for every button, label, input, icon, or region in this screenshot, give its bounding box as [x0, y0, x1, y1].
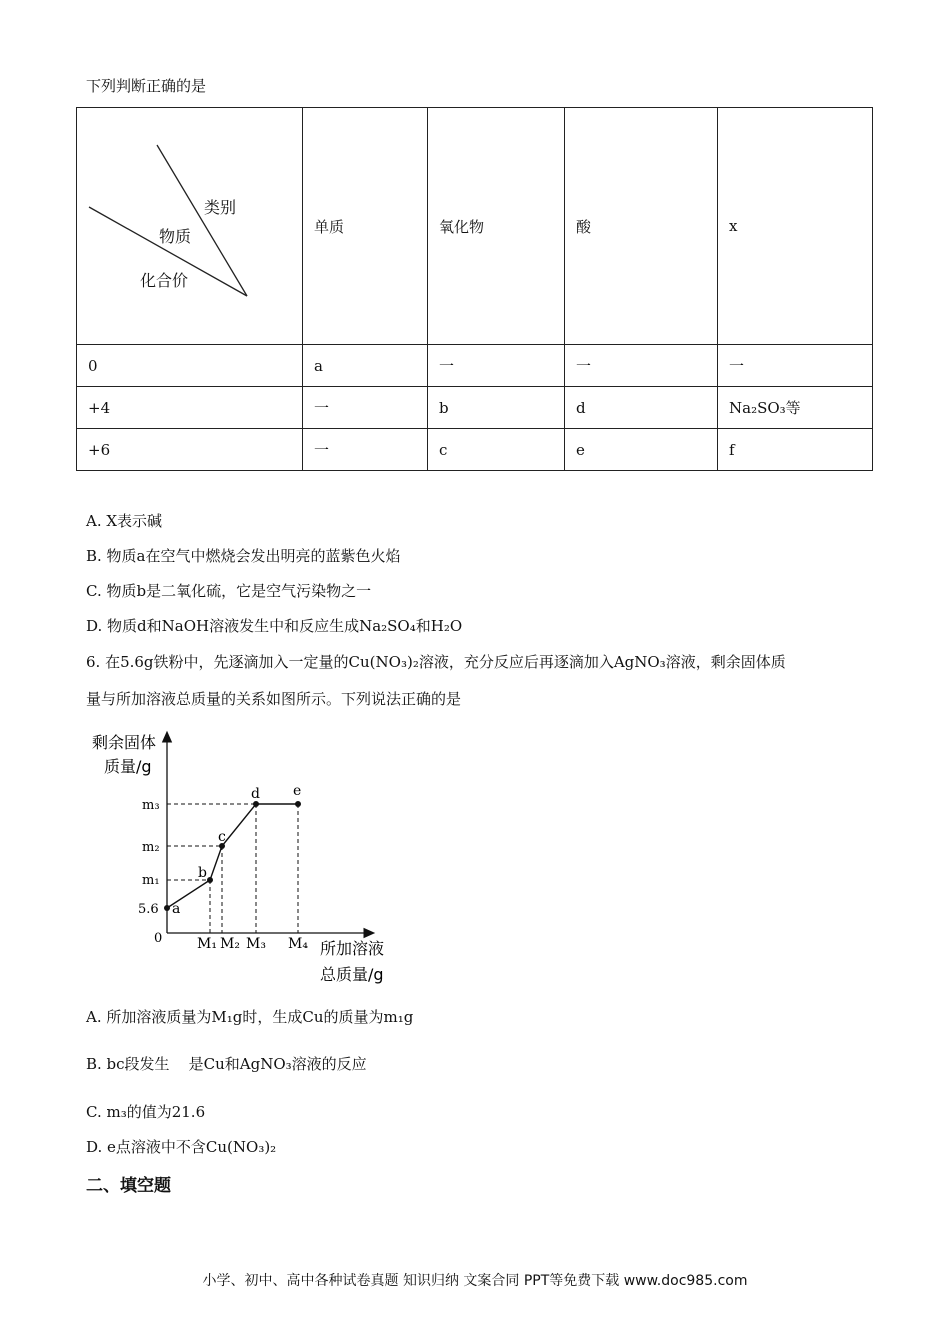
page-footer: 小学、初中、高中各种试卷真题 知识归纳 文案合同 PPT等免费下载 www.doc985.com	[202, 1273, 748, 1289]
table-row	[77, 429, 873, 471]
table-cell: Na₂SO₃等	[718, 387, 873, 429]
q6-option-d: D. e点溶液中不含Cu(NO₃)₂	[86, 1138, 277, 1156]
q5-option-c: C. 物质b是二氧化硫，它是空气污染物之一	[86, 582, 372, 600]
q6-stem-line2: 量与所加溶液总质量的关系如图所示。下列说法正确的是	[86, 690, 462, 708]
point-label-d: d	[251, 786, 260, 802]
x-tick-M2: M₂	[220, 936, 240, 952]
x-tick-M3: M₃	[246, 936, 266, 952]
origin-label: 0	[154, 931, 163, 946]
table-cell: 一	[303, 387, 428, 429]
row-valence: 0	[77, 345, 303, 387]
y-axis-label-line1: 剩余固体	[92, 733, 157, 752]
header-acid: 酸	[565, 108, 718, 345]
q6-option-a: A. 所加溶液质量为M₁g时，生成Cu的质量为m₁g	[86, 1008, 414, 1026]
y-tick-m3: m₃	[142, 798, 160, 813]
x-axis-label-line1: 所加溶液	[320, 939, 385, 958]
y-tick-m2: m₂	[142, 840, 160, 855]
header-x: x	[718, 108, 873, 345]
table-cell: f	[718, 429, 873, 471]
q6-option-b: B. bc段发生 是Cu和AgNO₃溶液的反应	[86, 1055, 367, 1073]
table-row	[77, 345, 873, 387]
table-cell: 一	[565, 345, 718, 387]
point-label-c: c	[218, 829, 226, 845]
x-axis-label-line2: 总质量/g	[320, 965, 384, 984]
point-label-a: a	[172, 901, 181, 917]
table-cell: a	[303, 345, 428, 387]
table-cell: 一	[428, 345, 565, 387]
header-oxide: 氧化物	[428, 108, 565, 345]
q5-option-d: D. 物质d和NaOH溶液发生中和反应生成Na₂SO₄和H₂O	[86, 617, 463, 635]
table-cell: e	[565, 429, 718, 471]
valence-class-table	[76, 107, 873, 471]
table-cell: 一	[303, 429, 428, 471]
x-tick-M1: M₁	[197, 936, 217, 952]
diagonal-label-valence: 化合价	[140, 271, 189, 290]
table-row	[77, 387, 873, 429]
diagonal-header-cell	[77, 108, 303, 345]
y-tick-5-6: 5.6	[138, 902, 159, 917]
point-b	[207, 877, 213, 883]
header-simple-substance: 单质	[303, 108, 428, 345]
section-title: 二、填空题	[86, 1176, 171, 1196]
y-tick-m1: m₁	[142, 873, 160, 888]
diagonal-label-category: 类别	[204, 198, 237, 217]
q6-option-c: C. m₃的值为21.6	[86, 1103, 206, 1121]
point-label-b: b	[198, 865, 207, 881]
q5-option-a: A. X表示碱	[86, 512, 163, 530]
q6-stem-line1: 6. 在5.6g铁粉中，先逐滴加入一定量的Cu(NO₃)₂溶液，充分反应后再逐滴加入AgNO₃溶液，剩余固体质	[86, 653, 786, 671]
mass-chart	[80, 722, 400, 990]
table-cell: c	[428, 429, 565, 471]
row-valence: +6	[77, 429, 303, 471]
point-a	[164, 905, 170, 911]
point-label-e: e	[293, 783, 302, 799]
point-e	[295, 801, 301, 807]
diagonal-label-substance: 物质	[159, 227, 192, 246]
y-axis-label-line2: 质量/g	[104, 757, 152, 776]
table-cell: b	[428, 387, 565, 429]
data-line	[167, 804, 298, 908]
table-cell: 一	[718, 345, 873, 387]
question-intro: 下列判断正确的是	[86, 77, 207, 95]
x-tick-M4: M₄	[288, 936, 308, 952]
q5-option-b: B. 物质a在空气中燃烧会发出明亮的蓝紫色火焰	[86, 547, 401, 565]
row-valence: +4	[77, 387, 303, 429]
guide-lines	[167, 804, 298, 933]
table-cell: d	[565, 387, 718, 429]
